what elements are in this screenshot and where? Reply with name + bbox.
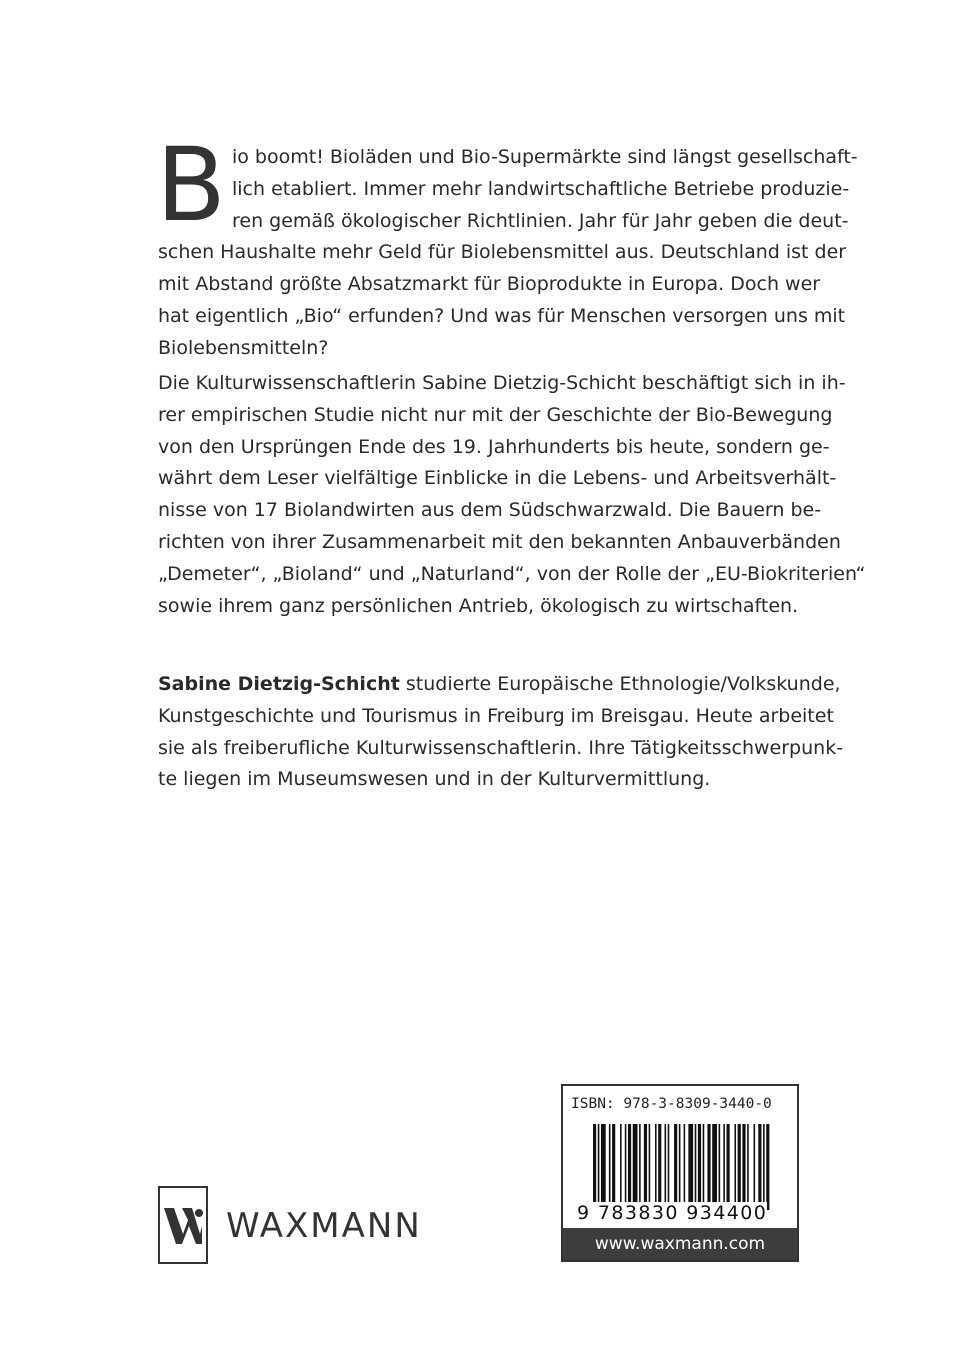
drop-cap: B [156, 126, 226, 245]
barcode-bar [723, 1124, 725, 1210]
barcode-bar [649, 1124, 651, 1210]
author-bio-first-line-rest: studierte Europäische Ethnologie/Volkskunde, [399, 673, 841, 695]
barcode-bar [639, 1124, 641, 1210]
publisher-name: WAXMANN [226, 1206, 422, 1246]
isbn-barcode-box [561, 1084, 799, 1262]
blurb-paragraph-1 [156, 126, 858, 365]
barcode-bar [674, 1124, 677, 1210]
barcode-bar [707, 1124, 710, 1210]
barcode-bar [593, 1124, 596, 1210]
barcode-icon [593, 1124, 771, 1210]
author-bio-line: sie als freiberufliche Kulturwissenschaftlerin. Ihre Tätigkeitsschwerpunk- [158, 736, 844, 759]
barcode-bar [644, 1124, 647, 1210]
blurb-line: rer empirischen Studie nicht nur mit der Geschichte der Bio-Bewegung [158, 403, 833, 426]
author-bio-line [158, 669, 841, 701]
barcode-digits: 9 783830 934400 [577, 1202, 768, 1224]
barcode-bar [601, 1124, 606, 1210]
barcode-bar [598, 1124, 600, 1210]
blurb-line: nisse von 17 Biolandwirten aus dem Südschwarzwald. Die Bauern be- [158, 499, 822, 522]
barcode-bar [754, 1124, 756, 1210]
barcode-bar [719, 1124, 721, 1210]
barcode-bar [612, 1124, 615, 1210]
blurb-paragraph-2 [158, 368, 866, 622]
blurb-line: hat eigentlich „Bio“ erfunden? Und was für Menschen versorgen uns mit [158, 304, 846, 327]
author-bio-line: Kunstgeschichte und Tourismus in Freiburg im Breisgau. Heute arbeitet [158, 704, 834, 727]
blurb-line: schen Haushalte mehr Geld für Biolebensmittel aus. Deutschland ist der [158, 241, 847, 264]
barcode-bar [679, 1124, 681, 1210]
blurb-line: mit Abstand größte Absatzmarkt für Bioprodukte in Europa. Doch wer [158, 273, 821, 296]
barcode-bar [655, 1124, 657, 1210]
barcode-bar [658, 1124, 661, 1210]
publisher-url: www.waxmann.com [563, 1228, 797, 1260]
barcode-bar [625, 1124, 627, 1210]
barcode-bar [665, 1124, 667, 1210]
waxmann-logo-icon [158, 1186, 208, 1264]
barcode-bar [698, 1124, 701, 1210]
barcode-bar [742, 1124, 745, 1210]
barcode-bar [727, 1124, 730, 1210]
barcode-bar [703, 1124, 705, 1210]
blurb-line: Biolebensmitteln? [158, 336, 329, 359]
blurb-line: sowie ihrem ganz persönlichen Antrieb, ökologisch zu wirtschaften. [158, 594, 799, 617]
author-bio [158, 669, 844, 796]
barcode-bar [695, 1124, 697, 1210]
barcode-bar [688, 1124, 693, 1210]
author-name: Sabine Dietzig-Schicht [158, 673, 400, 695]
barcode-bar [763, 1124, 765, 1210]
barcode-bar [668, 1124, 670, 1210]
barcode-bar [628, 1124, 631, 1210]
blurb-line: „Demeter“, „Bioland“ und „Naturland“, von der Rolle der „EU-Biokriterien“ [158, 562, 866, 585]
barcode-bar [684, 1124, 686, 1210]
barcode-bar [766, 1124, 769, 1210]
blurb-line: io boomt! Bioläden und Bio-Supermärkte sind längst gesellschaft- [231, 146, 858, 168]
author-bio-line: te liegen im Museumswesen und in der Kulturvermittlung. [158, 768, 711, 791]
barcode-bar [747, 1124, 749, 1210]
blurb-line: Die Kulturwissenschaftlerin Sabine Dietzig-Schicht beschäftigt sich in ih- [158, 372, 846, 394]
barcode-bar [633, 1124, 638, 1210]
blurb-line: lich etabliert. Immer mehr landwirtschaftliche Betriebe produzie- [231, 177, 850, 200]
barcode-bar [734, 1124, 736, 1210]
blurb-line: richten von ihrer Zusammenarbeit mit den bekannten Anbauverbänden [158, 530, 841, 553]
isbn-label: ISBN: 978-3-8309-3440-0 [571, 1096, 772, 1112]
blurb-line: von den Ursprüngen Ende des 19. Jahrhunderts bis heute, sondern ge- [158, 435, 830, 458]
barcode-bar [738, 1124, 741, 1210]
barcode-bar [609, 1124, 611, 1210]
blurb-line: ren gemäß ökologischer Richtlinien. Jahr für Jahr geben die deut- [231, 209, 849, 232]
blurb-line: währt dem Leser vielfältige Einblicke in die Lebens- und Arbeitsverhält- [158, 467, 837, 490]
barcode-bar [712, 1124, 717, 1210]
barcode-bar [620, 1124, 622, 1210]
barcode-bar [758, 1124, 761, 1210]
